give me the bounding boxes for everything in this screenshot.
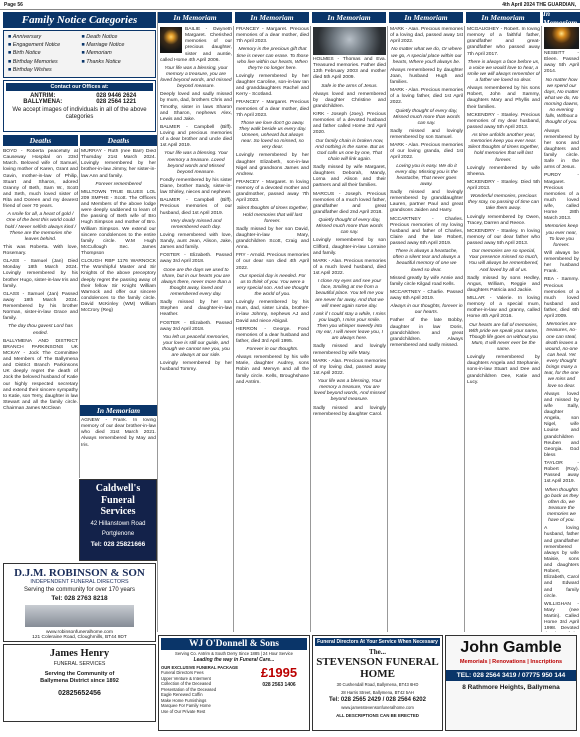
notice: Sadly missed and lovingly remembered by wife Mary.	[313, 344, 386, 356]
category-item: ■ Death Notice	[82, 34, 152, 41]
notice: MARK - Alan. Precious memories of a loving father, died 1st April 2022.	[390, 88, 463, 106]
deaths-heading: Deaths	[3, 135, 78, 146]
page-header	[0, 0, 580, 10]
ad-subtitle: INDEPENDENT FUNERAL DIRECTORS	[30, 579, 129, 585]
package-item: Upper Venture & Interment	[161, 675, 211, 681]
antrim-phone: 028 9446 2624	[96, 93, 137, 99]
memoriam-column-5	[313, 27, 386, 632]
category-item: ■ Anniversary	[8, 34, 78, 41]
caldwells-funeral-ad	[79, 479, 157, 561]
memoriam-heading: In Memoriam	[312, 12, 386, 23]
notice: Always remembered by daughter Joan, husband Hugh and families.	[390, 67, 463, 85]
ad-tagline: Ballymena District since 1892	[40, 677, 119, 684]
notice: Always remembered by his sons Robert, John and Sammy, daughters Mary and Phyllis and their families.	[467, 86, 540, 110]
notice: MARK - Alan. Precious memories of a much loved husband, died 1st April 2022.	[313, 258, 386, 276]
notice: Lovingly remembered by son Clifford, daughter-in-law Lorraine and family.	[313, 238, 386, 256]
notice: Always loved and remembered by daughter Christine and grandchildren.	[313, 91, 386, 109]
notice: Lovingly remembered by her husband Tommy.	[160, 361, 232, 373]
notice: Lovingly remembered by her daughter Caroline, son-in-law Ian and granddaughters Rachel and Kerry - Scotland.	[236, 73, 309, 98]
notice: WILLIGHAN - Mary (nee Martin). Called Home 3rd April 1998. Devoted	[544, 601, 579, 632]
notice: FOSTER - Elizabeth. Passed away 3rd April 2018.	[160, 253, 232, 265]
ballymena-phone: 028 2564 1221	[96, 99, 137, 105]
category-item: ■ Thanks Notice	[82, 59, 152, 66]
notice: AGNEW - Frank. In loving memory of our dear brother-in-law who died 31st March 2021. Always remembered by May and Iris.	[81, 418, 156, 448]
notice: Lovingly remembered by Owen, Tracey, Darren and Reece.	[467, 214, 540, 226]
notice: Will always be remembered by her husband Frank.	[544, 250, 579, 275]
ad-subtitle: FUNERAL SERVICES	[53, 661, 106, 667]
memoriam-column-2	[81, 418, 156, 476]
notice: Sadly missed by wife Margaret, daughters Deborah, Mandy, Lorna and Alison and their partners and all their families.	[313, 165, 386, 189]
notice: BAILIE - Gwyneth Margaret. Cherished memories of our precious daughter, sister and auntie, called Home 4th April 2006.	[160, 27, 232, 63]
notice-verse: Quietly thought of every day, Missed much more than words can say.	[393, 108, 460, 126]
notice: CLOUGH RBP 1176 WARNOCK The Worshipful Master and Sir Knights of the above preceptory deeply regret the passing away of their fellow Sir Knight William Warnock and offer our sincere condolences to the family circle. David McKinley (WM) William McCrory (Reg)	[81, 259, 156, 314]
memorial-photo	[160, 27, 182, 53]
notice-verse: Always in our thoughts, forever in our hearts.	[390, 304, 463, 316]
notice: Always remembered by his wife Marie, daughter Audrey, sons Robin and Mervyn and all the family circle. Kells, Broughshane and Antrim.	[236, 355, 309, 385]
notice: MCCARTNEY - Charles. Precious memories of my loving husband and father of Charles, Claire and the late Robert, passed away 6th April 2019.	[390, 216, 463, 246]
ad-address: 28 Harris Street, Ballymena, BT42 5AH	[341, 689, 414, 695]
ballymena-label: BALLYMENA:	[23, 99, 63, 105]
wj-odonnell-ad	[158, 635, 310, 731]
notice: Lovingly remembered by daughters Angela and Stephanie, sons-in-law Stuart and Dee and grandchildren Dee, Katie and Lucy.	[467, 355, 540, 385]
notice: MARCUS - Joseph. Precious memories of a much loved father, grandfather and great grandfather died 2nd April 2018.	[313, 191, 386, 215]
notice: Lovingly remembered by wife Sheena.	[467, 165, 540, 177]
contact-title: Contact our Offices at:	[6, 83, 153, 91]
notice: Always remembered by her sons and daughters and family circle. Safe in the arms of Jesus.	[544, 128, 579, 171]
ad-phone: 02825652456	[58, 689, 101, 697]
notice-verse: There is always a face before us, a voice we would love to hear, a smile we will always remember of a father we loved so dear.	[467, 59, 540, 83]
notice: MCGAUGHEY - Robert. In loving memory of a faithful father, grandfather and great-grandfather who passed away 7th April 2017.	[467, 27, 540, 57]
notice-verse: Loving you is easy. We do it every day. Missing you is the heartache, That never goes away.	[395, 163, 458, 187]
notice-verse: Your life was a blessing, your memory a treasure, you are loved beyond words, and missed beyond measure.	[160, 65, 232, 90]
djm-robinson-ad	[3, 563, 156, 642]
notice-verse: You left us peaceful memories, your love is still our guide, and though we cannot see you, you are always at our side.	[162, 334, 230, 359]
contact-note: We accept images of individuals in all of the above categories	[12, 107, 147, 121]
notice: FRANCEY - Margaret. Precious memories of a dear mother, died 7th April 2023.	[236, 27, 309, 45]
notice: Lovingly remembered by his mum, dad, sister Linda, brother-in-law Johnny, nephews AJ and David and niece Abigail.	[236, 300, 309, 324]
notice: FRANCEY - Margaret. In loving memory of a devoted mother and grandmother, passed away 7th April 2023.	[236, 179, 309, 204]
notice: BALMER - Campbell (Biff). Loving and precious memories of a dear brother and uncle died 1st April 2019.	[160, 124, 232, 149]
package-item: Use of Our Private Rest	[161, 708, 206, 714]
ad-phone: 028 2563 1406	[262, 682, 296, 688]
notice: GLASS - Samuel (Jan) Died Monday 18th March 2024. Lovingly remembered by his brother Hugo, sister-in-law Iris and family.	[3, 259, 78, 289]
notice-verse: As time unfolds another year, memories keep you ever near. Silent thoughts of times together, hold memories that will last forever.	[467, 133, 540, 163]
notice: FOSTER - Elizabeth. Passed away 3rd April 2018.	[160, 320, 232, 332]
package-item: Presentation of the Deceased	[161, 686, 217, 692]
deaths-column-1	[3, 149, 78, 561]
ad-prefix: The...	[369, 648, 386, 656]
memoriam-column-6	[390, 27, 463, 632]
notice-verse: No matter what we do, Or where we go, A special place within our hearts, Where you'll always be.	[391, 47, 462, 65]
ad-phone: TEL: 028 2564 3419 / 07775 950 144	[446, 670, 576, 681]
memoriam-heading: In Memoriam	[389, 12, 463, 23]
notice-verse: There is always a heartache, often a silent tear and always a beautiful memory of one we loved so dear.	[392, 249, 461, 273]
notice: Missed greatly by wife Annie and family circle Kilgad road Kells.	[390, 275, 463, 287]
ad-phone: Tel: 028 2565 2429 / 028 2564 6202	[329, 697, 426, 704]
notice: KIRK - Joseph (Joey). Precious memories of a devoted husband and father called Home 3rd April 2020.	[313, 112, 386, 136]
notice: BALLYMENA AND DISTRICT BRANCH PARKINSONS UK MCKAY - Jock The Committee and Members of The Ballymena and District Branch Parkinsons UK deeply regret the death of Jock the beloved husband of Katie our highly respected secretary and extend their sincere sympathy to Katie, son Terry, daughter in law Stewart and all the family circle. Chairman James McClean	[3, 338, 78, 411]
notice-verse: I ask if I could stay a while, I miss you laugh, I miss your smile. Then you whisper sweetly into my ear, I will never leave you, I am always here.	[313, 311, 386, 342]
ad-subtitle: Memorials | Renovations | Inscriptions	[459, 659, 563, 665]
notice: MCKENDRY - Stanley. Died 5th April 2013.	[467, 179, 540, 191]
notice: Sadly missed by her son David, daughter-in-law Mary, grandchildren Scott, Craig and Anna.	[236, 226, 309, 251]
ad-ribbon: Funeral Directors At Your Service When Necessary	[315, 638, 440, 646]
notice: NESBITT - Eleen. Passed away 5th April 2014.	[544, 51, 579, 75]
notice: MARK - Alan. Precious memories of our loving granda, died 1st April 2022.	[390, 143, 463, 161]
ad-address: 30 Cushendall Road, Ballymena, BT43 6HD	[336, 682, 419, 688]
memoriam-column-7	[467, 27, 540, 632]
notice: Loving remembered with love, Sandy, aunt Jean, Alison, Jake, James and family.	[160, 232, 232, 251]
notice: MCKENDRY - Stanley. In loving memory of our dear father who passed away 5th April 2013.	[467, 228, 540, 246]
notice: MURRAY - Ruth (nee Barr) Died Thursday 21st March 2024. Lovingly remembered by her brother-in-law Jimmy, her sister-in-law Ann and family.	[81, 149, 156, 179]
category-item: ■ Marriage Notice	[82, 42, 152, 49]
package-item: Eagle Renewed Coffin	[161, 692, 203, 698]
notice-verse: Gone are the days we used to share, but in our hearts you are always there, never more than a thought away, loved and remembered every day.	[161, 267, 231, 297]
notice: Sadly missed by her son Stephen and daughter-in-law Heather.	[160, 300, 232, 318]
family-notices-banner: Family Notice Categories	[3, 12, 156, 28]
notice: Fondly remembered by his sister Diane, brother Sandy, sister-in-law Shirley, nieces and nephews	[160, 177, 232, 196]
memoriam-heading: In Memoriam	[80, 405, 157, 416]
ad-tagline: Serving the community for over 170 years	[23, 587, 136, 593]
notice-verse: Our special day is needed. For us to think of you. You were a very special son. And we thought the world of you.	[236, 273, 309, 297]
notice: GLASS - Samuel (Jan) Passed away 18th March 2024. Remembered by his brother Norman, sister-in-law Grace and family.	[3, 291, 78, 322]
memoriam-heading: In Memoriam	[466, 12, 540, 23]
notice-verse: Memories keep you ever near, To love you forever.	[544, 224, 579, 248]
notice: TAYLOR - Robert (Roy). Passed away 1st April 2019.	[544, 461, 579, 485]
notice-verse: Safe in the arms of Jesus.	[321, 83, 378, 89]
antrim-label: ANTRIM:	[30, 93, 56, 99]
ad-website: www.robinsonfuneralhome.com	[46, 630, 113, 635]
ad-tagline: Leading the way in Funeral Care...	[193, 657, 275, 663]
notice: Father of the late Bobby, daughter in law Doris, grandchildren and great grandchildren. Always remembered and sadly missed.	[390, 318, 463, 348]
notice-verse: When thoughts go back as they often do, we treasure the memories we have of you.	[544, 487, 579, 524]
package-item: Collection of the Deceased	[161, 681, 212, 687]
ad-address: 121 Coleraine Road, Cloughmills, BT44 9DT	[32, 635, 127, 640]
ad-name: John Gamble	[460, 639, 562, 656]
notice: Sadly missed by sons Hedley, Angus, William, Reggie and daughters Patricia and Jackie.	[467, 275, 540, 293]
contact-box	[3, 80, 156, 132]
category-item: ■ Birth Notice	[8, 50, 78, 57]
notice: FRANCEY - Margaret. Precious memories of a dear mother, died 7th April 2023.	[236, 100, 309, 118]
notice: HERRON - George. Fond memories of a dear husband and father, died 3rd April 1995.	[236, 326, 309, 344]
ad-address: 8 Rathmore Heights, Ballymena	[462, 684, 560, 691]
notice-verse: Quietly thought of every day, Missed much more than words can say.	[316, 218, 383, 236]
notice-verse: Your life was a blessing, Your memory a treasure, You are loved beyond words, And missed beyond measure.	[313, 379, 386, 403]
memorial-photo	[313, 27, 386, 55]
ad-name: Caldwell's Funeral Services	[95, 483, 141, 517]
package-item: Make Home Furnishings	[161, 697, 207, 703]
john-gamble-ad	[445, 635, 577, 731]
notice-verse: Our memories are so special, Your presence missed so much, You will always be remembered, And loved by all of us.	[468, 249, 539, 273]
memoriam-heading: In Memoriam	[543, 12, 580, 23]
ad-subtitle: Serving Co. Antrim & South Derry Since 1885 | 24 Hour Service	[175, 651, 293, 656]
notice-verse: No matter how we spend our days, No matter what we do, No morning dawns, no evening falls, Without a thought of you.	[544, 77, 579, 126]
ad-name: WJ O'Donnell & Sons	[161, 638, 307, 650]
ad-name: D.J.M. ROBINSON & SON	[14, 567, 145, 579]
memoriam-column-8	[544, 27, 579, 632]
notice-verse: Silent thoughts of times together, Hold memories that will last forever.	[236, 206, 309, 224]
package-price: £1995	[260, 665, 298, 680]
notice: Sadly missed and lovingly remembered by son Samuel.	[390, 128, 463, 140]
notice-verse: Our family chain is broken now, And nothing is the same. But as God calls us one by one, That chain will link again.	[314, 138, 385, 162]
package-title: OUR EXCLUSIVE FUNERAL PACKAGE	[161, 665, 239, 670]
memoriam-heading: In Memoriam	[235, 12, 309, 23]
memoriam-column-3	[160, 27, 232, 632]
ad-phone: Tel: 028 25821666	[90, 540, 146, 548]
notice: Sadly missed and lovingly remembered by granddaughter Lauren, partner Paul and great grandsons Jaiden and Harry.	[390, 190, 463, 214]
ad-website: www.jamesstevensonfuneralhome.com	[341, 705, 414, 711]
notice: MCKENDRY - Stanley. Precious memories of my dear husband, passed away 5th April 2013.	[467, 112, 540, 130]
ad-address: Portglenone	[101, 531, 135, 537]
notice: MCCARTNEY - Charlie. Passed away 6th April 2019.	[390, 289, 463, 301]
notice: FRY - Arnold. Precious memories of our dear son died 4th April 2022.	[236, 253, 309, 271]
notice: PURDY - Margaret. Precious memories of a much loved wife, called Home 28th March 2013.	[544, 173, 579, 222]
notice: Always loved and missed by wife Sally, daughter Angela, son Nigel, wife Louise and grandchildren Reuben and Georgia. God bless	[544, 391, 579, 458]
memoriam-heading: In Memoriam	[158, 12, 232, 23]
category-item: ■ Memoriam	[82, 50, 152, 57]
memorial-photo	[544, 27, 579, 49]
notice: Lovingly remembered by her daughter Elizabeth, son-in-law Nigel and grandsons James and Andrew.	[236, 153, 309, 177]
notice: This was Roberta. With love, Rosemary.	[3, 244, 78, 256]
notice-verse: Very dearly missed and remembered each day.	[170, 218, 222, 230]
notice-verse: Forever in our thoughts.	[246, 347, 299, 352]
notice-verse: Forever remembered	[95, 181, 142, 187]
notice: BOYD - Roberta peacefully at Causeway Hospital on 23rd March. Beloved wife of Samuel, loving mother of Karen, Grant and Gavin, mother-in-law of Philip, Stuart and Sharon, adored Granny of Beth, Sam W., Scott and Seth, much loved sister of Rita and Doreen and my dearest friend of over 70 years.	[3, 149, 78, 210]
notice-verse: Those we love don't go away. They walk beside us every day. Unseen, unheard but always near. So loved so missed, so very dear.	[238, 120, 307, 151]
deaths-column-2	[81, 149, 156, 403]
james-henry-ad	[3, 644, 156, 722]
notice-verse: Our hearts are full of memories, With pride we speak your name, Though life goes on without you Mum, It will never ever be the same.	[468, 322, 539, 352]
category-item: ■ Birthday Wishes	[8, 67, 78, 74]
deaths-heading: Deaths	[80, 135, 157, 146]
package-item: Marquee For Family Home	[161, 703, 211, 709]
ad-address: 42 Hillanstown Road	[90, 520, 146, 527]
package-item: Funeral Directors Fees	[161, 670, 204, 676]
ad-name: James Henry	[49, 648, 110, 659]
ad-tagline: Serving the Community of	[44, 671, 115, 677]
notice-verse: A smile for all, a heart of gold / One of the best this world could hold / Never selfish always kind / These are the memories she leaves behind.	[5, 212, 76, 242]
ad-phone: Tel: 028 2763 8218	[51, 595, 108, 602]
notice-verse: Memories are treasures, no-one can steal, death leaves a wound, no-one can heal. Yet every thought brings many a tear, for the one we miss and love so dear.	[544, 322, 579, 389]
notice: MARK - Alan. Precious memories of my loving dad, passed away 1st April 2022.	[313, 358, 386, 376]
notice-verse: I close my eyes and see your face, Smiling at me from a beautiful place. You tell me you are never far away, And that we will meet again some day.	[315, 279, 384, 309]
ad-name: STEVENSON FUNERAL HOME	[316, 656, 439, 681]
notice: MILLAR - Valerie. In loving memory of a special mum, mother-in-law and granny, called Home 4th April 2016.	[467, 296, 540, 320]
category-list	[3, 30, 156, 78]
category-item: ■ Engagement Notice	[8, 42, 78, 49]
notice-verse: The day thou gavest Lord has ended.	[8, 324, 73, 336]
notice-verse: Your life was a blessing. Your memory a treasure. Loved beyond words and Missed beyond measure.	[164, 151, 228, 175]
hearse-image	[25, 605, 134, 627]
notice: BALMER - Campbell (Biff). Precious memories of our husband, died 1st April 2019.	[160, 198, 232, 216]
memoriam-column-4	[236, 27, 309, 632]
category-item: ■ Birthday Memories	[8, 59, 78, 66]
notice: A loving husband, father and grandfather remembered always by wife Maisie, sons and daughters Robert, Elizabeth, Carol and Edward and family circle.	[544, 526, 579, 599]
notice-verse: Wonderful memories, precious they stay, no passing of time can take them away.	[468, 194, 539, 212]
header-date: 4th April 2024 THE GUARDIAN,	[502, 2, 576, 8]
notice: MILLTOWN TRUE BLUES LOL 209 SMPHE - Scott. The Officers and Members of the above lodge were deeply saddened to learn of the passing of Beth wife of Bro Hugh Simpson and mother of Bro. William Simpson. We extend our sincere condolences to the entire family circle. W.M Hugh McCullough Sec. James Thompson	[81, 189, 156, 256]
notice: Deeply loved and sadly missed by mum, dad, brothers Chris and Timothy, sister in laws Sharon and Sharon, nephews Alex, Lewis and Jake.	[160, 92, 232, 122]
ad-footer: ALL DESCRIPTIONS CAN BE ERECTED	[336, 712, 419, 718]
notice: MARK - Alan. Precious memories of a loving dad, passed away 1st April 2022.	[390, 27, 463, 45]
notice-verse: Memory is the precious gift that time is never can erase. To those who live within our hearts, When they're no longer here.	[236, 47, 309, 71]
notice: REA - Sammy. Precious memories of a much loved husband and father, died 6th April 2009.	[544, 277, 579, 320]
stevenson-funeral-ad	[312, 635, 443, 731]
page-number: Page 56	[4, 2, 23, 8]
notice: Sadly missed and lovingly remembered by daughter Carol.	[313, 405, 386, 417]
notice: HOLMES - Thomas and Eva. Treasured memories. Father died 13th February 2003 and mother died 5th April 2009.	[313, 57, 386, 81]
